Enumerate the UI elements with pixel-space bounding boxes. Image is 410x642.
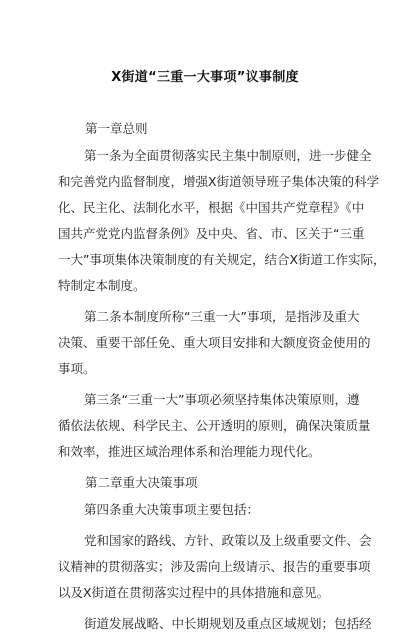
chapter-2-heading: 第二章重大决策事项 [85,475,198,490]
article-1-line: 和完善党内监督制度，增强X街道领导班子集体决策的科学 [58,174,380,189]
article-3 [58,387,371,465]
article-1-line: 特制定本制度。 [58,278,146,293]
document-title: X街道“三重一大事项”议事制度 [111,70,299,85]
article-1 [58,143,386,299]
article-2-line: 第二条本制度所称“三重一大”事项，是指涉及重大 [84,309,360,324]
chapter-1-heading: 第一章总则 [85,121,148,136]
article-3-line: 第三条“三重一大”事项必须坚持集体决策原则，遵 [84,392,360,407]
article-4-line: 第四条重大决策事项主要包括： [84,502,260,517]
article-2-line: 决策、重要干部任免、重大项目安排和大额度资金使用的 [58,335,371,350]
article-2 [58,304,371,382]
article-2-line: 事项。 [58,361,96,376]
article-4-item-1 [58,528,372,606]
article-1-line: 化、民主化、法制化水平，根据《中国共产党章程》《中 [58,200,365,215]
article-4 [58,497,358,523]
document-body [58,116,386,642]
item-1-line: 以及X街道在贯彻落实过程中的具体措施和意见。 [58,585,330,600]
article-1-line: 国共产党党内监督条例》及中央、省、市、区关于“三重 [58,226,365,241]
article-3-line: 循依法依规、科学民主、公开透明的原则，确保决策质量 [58,418,371,433]
article-1-line: 一大”事项集体决策制度的有关规定，结合X街道工作实际， [58,252,386,267]
article-4-item-2 [58,611,372,637]
article-1-line: 第一条为全面贯彻落实民主集中制原则，进一步健全 [84,148,372,163]
item-1-line: 议精神的贯彻落实；涉及需向上级请示、报告的重要事项 [58,559,371,574]
item-1-line: 党和国家的路线、方针、政策以及上级重要文件、会 [84,533,372,548]
item-2-line: 街道发展战略、中长期规划及重点区域规划；包括经 [84,616,372,631]
article-3-line: 和效率，推进区域治理体系和治理能力现代化。 [58,444,321,459]
